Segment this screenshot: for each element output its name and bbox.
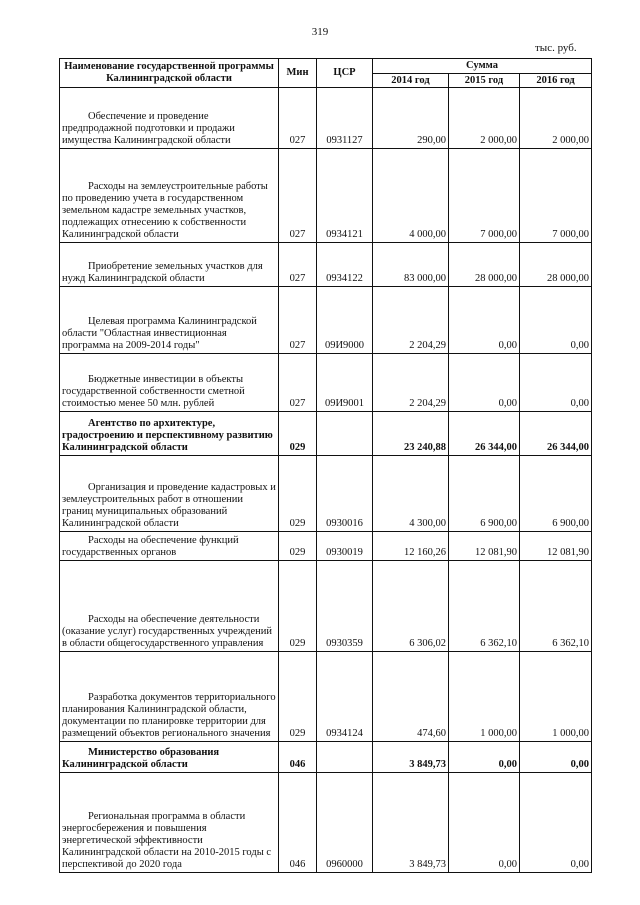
cell-2015: 0,00 [449,354,520,412]
cell-2014: 2 204,29 [373,287,449,354]
cell-program-name [60,287,279,354]
cell-2016: 0,00 [520,773,592,873]
header-min: Мин [279,59,317,88]
cell-2016: 26 344,00 [520,412,592,456]
program-name-text: Обеспечение и проведение предпродажной подготовки и продажи имущества Калининградской области [62,111,235,146]
header-program-name: Наименование государственной программы Калининградской области [60,59,279,88]
cell-program-name [60,773,279,873]
cell-csr: 0930359 [317,561,373,652]
cell-csr: 0930019 [317,532,373,561]
cell-2015: 6 900,00 [449,456,520,532]
cell-2015: 1 000,00 [449,652,520,742]
cell-min: 046 [279,773,317,873]
cell-2014: 3 849,73 [373,773,449,873]
program-name-text: Агентство по архитектуре, градостроению и перспективному развитию Калининградской области [62,418,273,453]
program-name-text: Расходы на обеспечение деятельности (оказание услуг) государственных учреждений в области общегосударственного управления [62,614,272,649]
header-sum: Сумма [373,59,592,74]
table-row [60,243,592,287]
cell-2015: 6 362,10 [449,561,520,652]
cell-program-name [60,88,279,149]
table-row [60,561,592,652]
cell-min: 029 [279,532,317,561]
cell-min: 027 [279,287,317,354]
cell-program-name [60,456,279,532]
cell-2016: 6 362,10 [520,561,592,652]
cell-2016: 6 900,00 [520,456,592,532]
cell-2016: 0,00 [520,287,592,354]
cell-2014: 2 204,29 [373,354,449,412]
cell-min: 029 [279,456,317,532]
cell-2016: 12 081,90 [520,532,592,561]
program-name-text: Разработка документов территориального планирования Калининградской области, документации по планировке территории для размещений объектов регионального значения [62,692,276,739]
table-row [60,88,592,149]
cell-2014: 6 306,02 [373,561,449,652]
program-name-text: Региональная программа в области энергосбережения и повышения энергетической эффективности Калининградской области на 2010-2015 годы с перспективой до 2020 года [62,811,272,870]
cell-csr: 0930016 [317,456,373,532]
cell-csr: 0934121 [317,149,373,243]
cell-2014: 83 000,00 [373,243,449,287]
page-number: 319 [311,26,329,38]
program-name-text: Целевая программа Калининградской области "Областная инвестиционная программа на 2009-2014 годы" [62,316,257,351]
cell-2015: 0,00 [449,773,520,873]
cell-2014: 290,00 [373,88,449,149]
program-name-text: Организация и проведение кадастровых и землеустроительных работ в отношении границ муниципальных образований Калининградской области [62,482,276,529]
cell-2016: 2 000,00 [520,88,592,149]
cell-program-name [60,243,279,287]
cell-program-name [60,561,279,652]
cell-2014: 23 240,88 [373,412,449,456]
cell-2016: 1 000,00 [520,652,592,742]
cell-min: 029 [279,412,317,456]
cell-min: 027 [279,88,317,149]
cell-2014: 4 000,00 [373,149,449,243]
cell-2015: 2 000,00 [449,88,520,149]
table-row [60,456,592,532]
units-label: тыс. руб. [535,42,577,54]
program-name-text: Расходы на обеспечение функций государственных органов [62,535,239,558]
budget-table [59,58,592,873]
cell-2014: 12 160,26 [373,532,449,561]
cell-min: 027 [279,354,317,412]
cell-program-name [60,412,279,456]
table-row [60,412,592,456]
table-row [60,287,592,354]
program-name-text: Приобретение земельных участков для нужд Калининградской области [62,261,263,284]
cell-program-name [60,652,279,742]
table-row [60,742,592,773]
cell-csr: 0931127 [317,88,373,149]
cell-2015: 12 081,90 [449,532,520,561]
cell-2015: 0,00 [449,287,520,354]
table-body [60,88,592,873]
table-row [60,354,592,412]
cell-2015: 7 000,00 [449,149,520,243]
program-name-text: Расходы на землеустроительные работы по проведению учета в государственном земельном кадастре земельных участков, подлежащих отнесению к собственности Калининградской области [62,181,268,240]
cell-program-name [60,149,279,243]
cell-min: 027 [279,243,317,287]
program-name-text: Бюджетные инвестиции в объекты государственной собственности сметной стоимостью менее 50 млн. рублей [62,374,245,409]
program-name-text: Министерство образования Калининградской области [62,747,220,770]
cell-2014: 4 300,00 [373,456,449,532]
header-year-2014: 2014 год [373,74,449,88]
cell-2016: 7 000,00 [520,149,592,243]
header-year-2015: 2015 год [449,74,520,88]
cell-min: 029 [279,561,317,652]
cell-2014: 474,60 [373,652,449,742]
table-row [60,149,592,243]
cell-csr [317,412,373,456]
cell-csr: 0960000 [317,773,373,873]
cell-min: 029 [279,652,317,742]
cell-min: 046 [279,742,317,773]
cell-csr: 0934124 [317,652,373,742]
cell-2016: 0,00 [520,742,592,773]
cell-csr: 09И9000 [317,287,373,354]
cell-2016: 0,00 [520,354,592,412]
header-csr: ЦСР [317,59,373,88]
cell-csr [317,742,373,773]
cell-2015: 28 000,00 [449,243,520,287]
cell-2015: 26 344,00 [449,412,520,456]
cell-csr: 0934122 [317,243,373,287]
cell-program-name [60,742,279,773]
cell-min: 027 [279,149,317,243]
table-row [60,652,592,742]
cell-2016: 28 000,00 [520,243,592,287]
table-row [60,773,592,873]
cell-2014: 3 849,73 [373,742,449,773]
header-year-2016: 2016 год [520,74,592,88]
cell-2015: 0,00 [449,742,520,773]
cell-program-name [60,532,279,561]
cell-program-name [60,354,279,412]
table-row [60,532,592,561]
cell-csr: 09И9001 [317,354,373,412]
